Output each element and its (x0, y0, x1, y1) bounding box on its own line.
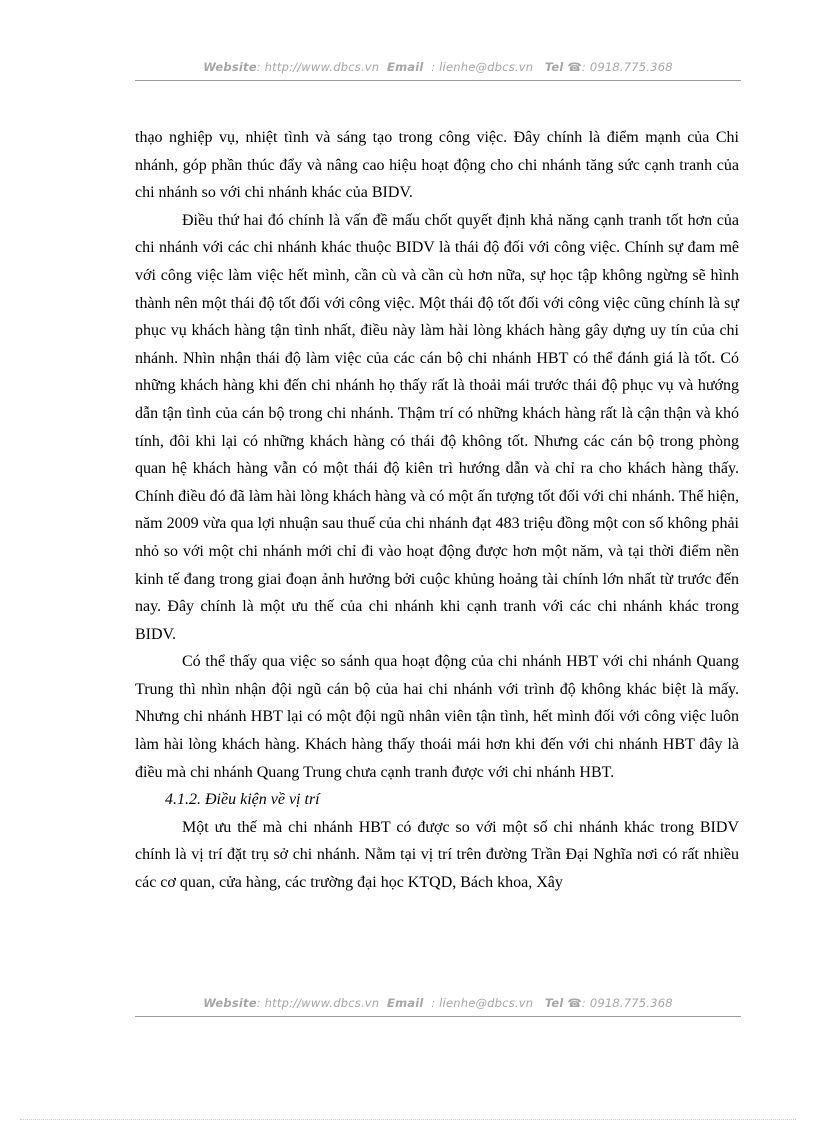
page-header (135, 60, 741, 74)
header-rule (135, 80, 741, 81)
header-website-label: Website (203, 60, 257, 74)
paragraph-3: Có thể thấy qua việc so sánh qua hoạt động của chi nhánh HBT với chi nhánh Quang Trung thì nhìn nhận đội ngũ cán bộ của hai chi nhánh với trình độ không khác biệt là mấy. Nhưng chi nhánh HBT lại có một đội ngũ nhân viên tận tình, hết mình đối với công việc luôn làm hài lòng khách hàng. Khách hàng thấy thoái mái hơn khi đến với chi nhánh HBT đây là điều mà chi nhánh Quang Trung chưa cạnh tranh được với chi nhánh HBT. (135, 653, 739, 781)
paragraph-1: thạo nghiệp vụ, nhiệt tình và sáng tạo trong công việc. Đây chính là điểm mạnh của Chi nhánh, góp phần thúc đẩy và nâng cao hiệu hoạt động cho chi nhánh tăng sức cạnh tranh của chi nhánh so với chi nhánh khác của BIDV. (135, 129, 739, 202)
footer-email-value: : lienhe@dbcs.vn (431, 996, 534, 1010)
footer-website-label: Website (203, 996, 257, 1010)
footer-tel-label: Tel (544, 996, 564, 1010)
section-subheading: 4.1.2. Điều kiện về vị trí (165, 791, 320, 809)
header-website-url: : http://www.dbcs.vn (256, 60, 380, 74)
footer-tel-value: : 0918.775.368 (581, 996, 673, 1010)
page-footer (135, 996, 741, 1010)
header-tel-value: : 0918.775.368 (581, 60, 673, 74)
paragraph-2: Điều thứ hai đó chính là vấn đề mấu chốt quyết định khả năng cạnh tranh tốt hơn của chi nhánh với các chi nhánh khác thuộc BIDV là thái độ đối với công việc. Chính sự đam mê với công việc làm việc hết mình, cần cù và cần cù hơn nữa, sự học tập không ngừng sẽ hình thành nên một thái độ tốt đối với công việc. Một thái độ tốt đối với công việc cũng chính là sự phục vụ khách hàng tận tình nhất, điều này làm hài lòng khách hàng gây dựng uy tín của chi nhánh. Nhìn nhận thái độ làm việc của các cán bộ chi nhánh HBT có thể đánh giá là tốt. Có những khách hàng khi đến chi nhánh họ thấy rất là thoải mái trước thái độ phục vụ và hướng dẫn tận tình của cán bộ trong chi nhánh. Thậm trí có những khách hàng rất là cận thận và khó tính, đôi khi lại có những khách hàng có thái độ không tốt. Nhưng các cán bộ trong phòng quan hệ khách hàng vẫn có một thái độ kiên trì hướng dẫn và chỉ ra cho khách hàng thấy. Chính điều đó đã làm hài lòng khách hàng và có một ấn tượng tốt đối với chi nhánh. Thể hiện, năm 2009 vừa qua lợi nhuận sau thuế của chi nhánh đạt 483 triệu đồng một con số không phải nhỏ so với một chi nhánh mới chỉ đi vào hoạt động được hơn một năm, và tại thời điểm nền kinh tế đang trong giai đoạn ảnh hưởng bởi cuộc khủng hoảng tài chính lớn nhất từ trước đến nay. Đây chính là một ưu thế của chi nhánh khi cạnh tranh với các chi nhánh khác trong BIDV. (135, 211, 739, 643)
header-tel-label: Tel (544, 60, 564, 74)
page-edge-divider (20, 1119, 796, 1120)
phone-icon: ☎ (567, 60, 582, 74)
header-email-label: Email (387, 60, 424, 74)
document-body (135, 124, 739, 897)
header-email-value: : lienhe@dbcs.vn (431, 60, 534, 74)
phone-icon: ☎ (567, 996, 582, 1010)
footer-email-label: Email (387, 996, 424, 1010)
footer-website-url: : http://www.dbcs.vn (256, 996, 380, 1010)
footer-rule (135, 1016, 741, 1017)
paragraph-4: Một ưu thế mà chi nhánh HBT có được so với một số chi nhánh khác trong BIDV chính là vị trí đặt trụ sở chi nhánh. Nằm tại vị trí trên đường Trần Đại Nghĩa nơi có rất nhiều các cơ quan, cửa hàng, các trường đại học KTQD, Bách khoa, Xây (135, 818, 739, 892)
